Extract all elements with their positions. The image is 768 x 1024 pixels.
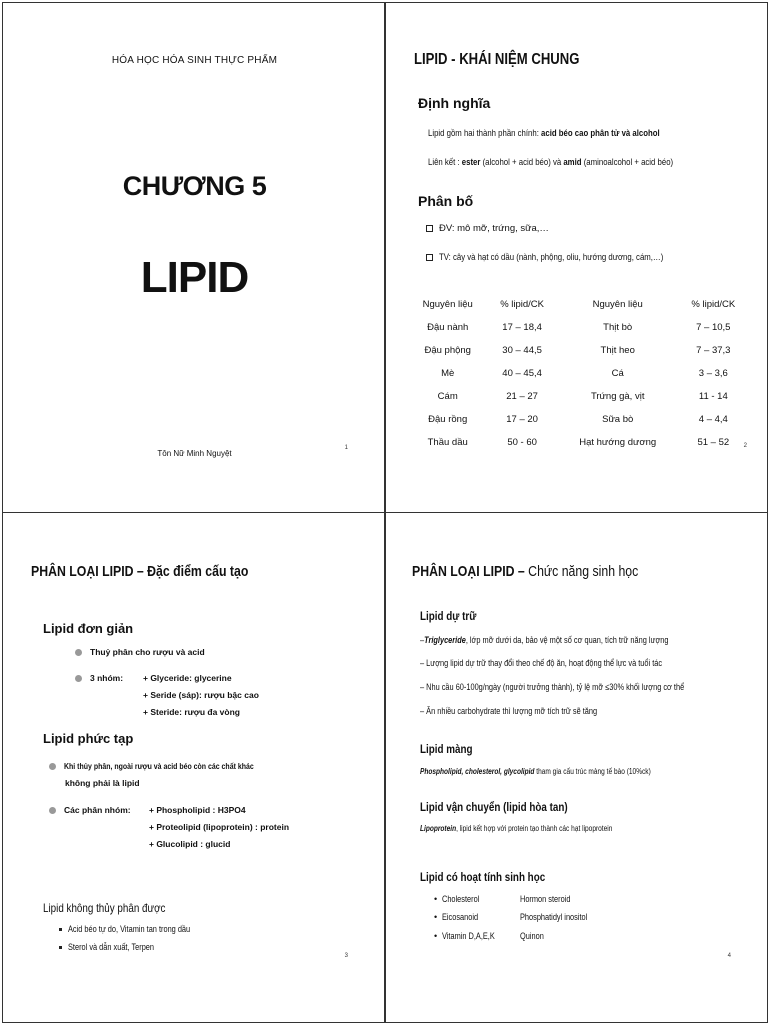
dot-bullet-icon [49,807,56,814]
slide-3 [2,512,385,1023]
table-cell: 30 – 44,5 [502,345,542,356]
active-item: • Vitamin D,A,E,K [434,931,495,941]
storage-lipid-heading: Lipid dự trữ [420,609,477,623]
definition-line-2: Liên kết : ester (alcohol + acid béo) và amid (aminoalcohol + acid béo) [428,157,674,168]
definition-heading: Định nghĩa [418,95,491,111]
table-header: % lipid/CK [500,299,545,310]
slide-title: PHÂN LOẠI LIPID – Chức năng sinh học [412,563,639,580]
table-cell: 40 – 45,4 [502,368,542,379]
table-header: Nguyên liệu [592,299,643,310]
distribution-item: ĐV: mô mỡ, trứng, sữa,… [426,223,549,234]
slide-2 [385,2,768,513]
distribution-heading: Phân bố [418,193,474,209]
bullet-icon: • [434,931,443,941]
membrane-text: Phospholipid, cholesterol, glycolipid tham gia cấu trúc màng tế bào (10%ck) [420,767,651,776]
table-header: Nguyên liệu [422,299,473,310]
square-bullet-icon [426,254,433,261]
table-header: % lipid/CK [691,299,736,310]
slide-4 [385,512,768,1023]
nonhydrolyzable-item: Sterol và dẫn xuất, Terpen [59,942,173,952]
table-row [408,368,748,391]
table-cell: Thịt heo [600,345,635,356]
table-cell: 4 – 4,4 [698,414,728,425]
storage-item: –Triglyceride, lớp mỡ dưới da, bảo vệ một số cơ quan, tích trữ năng lượng [420,635,669,645]
author: Tôn Nữ Minh Nguyệt [157,449,232,458]
active-item-col2: Quinon [520,931,544,941]
table-cell: 7 – 10,5 [696,322,731,333]
table-cell: Cám [437,391,458,402]
table-cell: 17 – 20 [506,414,538,425]
table-cell: Cá [611,368,624,379]
square-bullet-icon [59,946,62,949]
active-item-col2: Phosphatidyl inositol [520,912,588,922]
table-cell: 50 - 60 [507,437,537,448]
dot-bullet-icon [75,649,82,656]
table-cell: 51 – 52 [697,437,730,448]
table-cell: Trứng gà, vịt [590,391,645,402]
table-row [408,391,748,414]
course-title: HÓA HỌC HÓA SINH THỰC PHẨM [111,55,278,66]
table-row [408,345,748,368]
dot-bullet-icon [75,675,82,682]
table-cell: Đậu rồng [428,414,468,425]
table-row [408,414,748,437]
complex-lipid-item: Các phân nhóm: [49,805,131,815]
table-cell: Thầu dầu [427,437,468,448]
slide-title: LIPID - KHÁI NIỆM CHUNG [414,51,580,68]
table-cell: 7 – 37,3 [696,345,731,356]
complex-group: + Proteolipid (lipoprotein) : protein [149,822,290,832]
lipid-content-table [408,299,748,460]
table-cell: Sữa bò [602,414,634,425]
complex-lipid-item: Khi thủy phân, ngoài rượu và acid béo còn các chất khác [49,761,295,771]
complex-group: + Phospholipid : H3PO4 [149,805,246,815]
table-row [408,437,748,460]
simple-group: + Glyceride: glycerine [143,673,232,683]
bullet-icon: • [434,894,443,904]
main-title: LIPID [140,253,249,302]
active-item: • Cholesterol [434,894,480,904]
complex-lipid-heading: Lipid phức tạp [43,731,134,746]
page-number: 4 [727,953,731,959]
storage-item: – Nhu cầu 60-100g/ngày (người trưởng thành), tỷ lệ mỡ ≤30% khối lượng cơ thể [420,682,685,692]
table-cell: Thịt bò [603,322,633,333]
complex-lipid-item-cont: không phải là lipid [65,778,140,788]
table-cell: Hạt hướng dương [579,437,657,448]
table-cell: Mè [441,368,455,379]
nonhydrolyzable-heading: Lipid không thủy phân được [43,901,166,915]
distribution-item: TV: cây và hạt có dầu (nành, phộng, oliu, hướng dương, cám,…) [426,252,713,263]
page-number: 1 [344,445,348,451]
square-bullet-icon [59,928,62,931]
page-number: 3 [344,953,348,959]
simple-lipid-heading: Lipid đơn giản [43,621,134,636]
simple-group: + Seride (sáp): rượu bậc cao [143,690,259,700]
transport-text: Lipoprotein, lipid kết hợp với protein tạo thành các hạt lipoprotein [420,824,613,833]
active-item: • Eicosanoid [434,912,479,922]
table-cell: 3 – 3,6 [698,368,728,379]
storage-item: – Lượng lipid dự trữ thay đổi theo chế độ ăn, hoạt động thể lực và tuổi tác [420,658,663,668]
table-cell: 11 - 14 [698,391,728,402]
complex-group: + Glucolipid : glucid [149,839,231,849]
chapter-title: CHƯƠNG 5 [122,171,267,201]
active-lipid-heading: Lipid có hoạt tính sinh học [420,870,546,884]
table-cell: 17 – 18,4 [502,322,542,333]
table-cell: 21 – 27 [506,391,538,402]
simple-lipid-item: Thuỷ phân cho rượu và acid [75,647,205,657]
simple-lipid-item: 3 nhóm: [75,673,123,683]
square-bullet-icon [426,225,433,232]
active-item-col2: Hormon steroid [520,894,571,904]
membrane-lipid-heading: Lipid màng [420,742,473,756]
transport-lipid-heading: Lipid vận chuyển (lipid hòa tan) [420,800,568,814]
simple-group: + Steride: rượu đa vòng [143,707,240,717]
slide-title: PHÂN LOẠI LIPID – Đặc điểm cấu tạo [31,563,249,580]
dot-bullet-icon [49,763,56,770]
page-number: 2 [743,443,747,449]
definition-line-1: Lipid gồm hai thành phần chính: acid béo cao phân tử và alcohol [428,128,660,139]
slide-1 [2,2,385,513]
storage-item: – Ăn nhiều carbohydrate thì lượng mỡ tích trữ sẽ tăng [420,706,598,716]
table-header-row [408,299,748,322]
nonhydrolyzable-item: Acid béo tự do, Vitamin tan trong dầu [59,924,217,934]
table-cell: Đậu phộng [424,345,471,356]
table-cell: Đậu nành [427,322,469,333]
table-row [408,322,748,345]
bullet-icon: • [434,912,443,922]
